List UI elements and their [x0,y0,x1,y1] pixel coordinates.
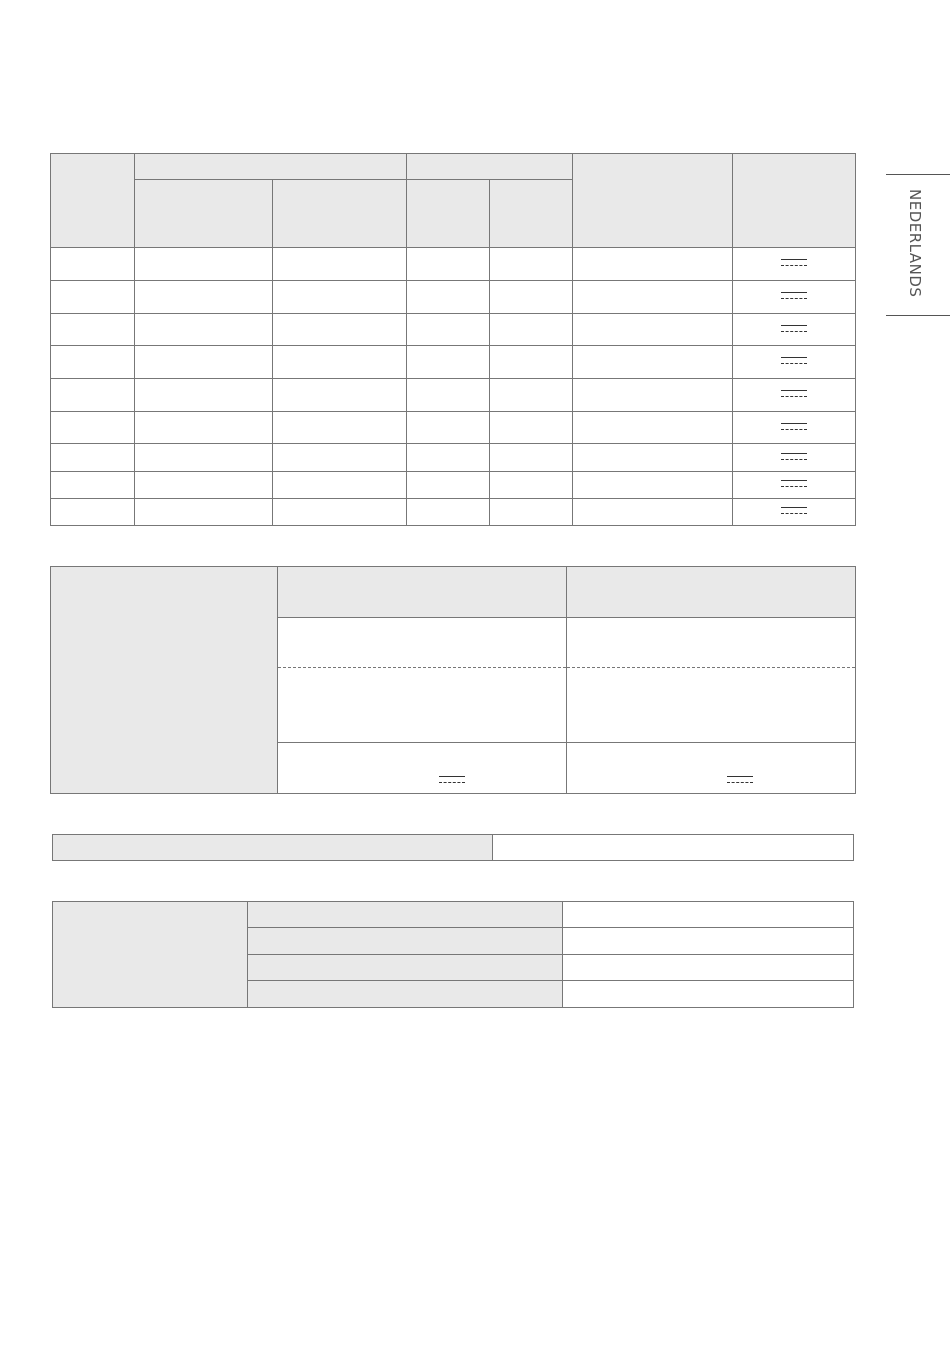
table-row [51,248,856,281]
dc-current-icon [727,775,753,785]
header-sub-2 [273,180,407,248]
table-row [51,314,856,346]
header-sub-1 [135,180,273,248]
table-row [51,444,856,472]
spec-table [52,901,854,1008]
header-model [51,154,135,248]
table-row [51,346,856,379]
header-sub-3 [407,180,490,248]
header-group-2 [407,154,573,180]
dc-current-icon [781,506,807,516]
dc-current-icon [781,324,807,334]
header-col-6 [573,154,733,248]
header-col-7 [733,154,856,248]
table-row [51,499,856,526]
dc-current-icon [781,422,807,432]
dc-current-icon [781,356,807,366]
spec-row-header [53,902,248,1008]
dc-current-icon [781,389,807,399]
language-side-tab [886,174,950,316]
dc-current-icon [781,452,807,462]
header-sub-4 [490,180,573,248]
detail-row-header [51,567,278,794]
dc-current-icon [781,479,807,489]
dc-current-icon [781,258,807,268]
power-spec-table [50,153,856,526]
table-row [51,412,856,444]
language-label: NEDERLANDS [906,189,924,298]
header-group-1 [135,154,407,180]
table-row [53,902,854,928]
detail-header-col-1 [278,567,567,618]
detail-header-col-2 [567,567,856,618]
table-row [53,835,854,861]
dc-current-icon [781,291,807,301]
table-row [51,281,856,314]
table-row [51,472,856,499]
table-row [51,379,856,412]
single-row-table [52,834,854,861]
dc-current-icon [439,775,465,785]
power-detail-table [50,566,856,794]
